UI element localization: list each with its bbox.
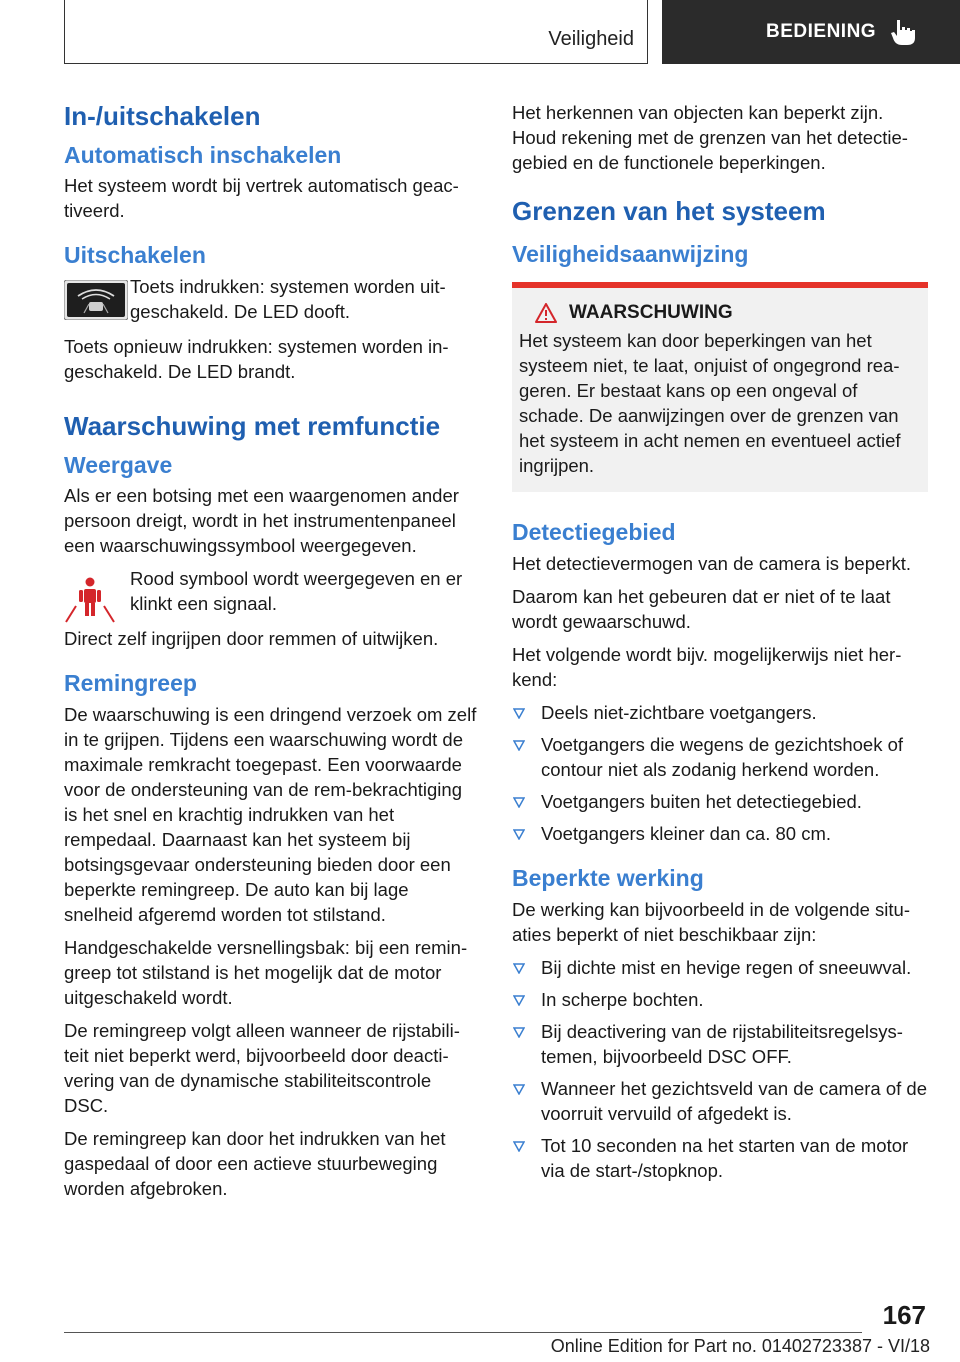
bullet-triangle-icon — [513, 829, 525, 840]
page-number: 167 — [882, 1300, 926, 1330]
paragraph-automatisch: Het systeem wordt bij vertrek automatisch geac-tiveerd. — [64, 175, 459, 222]
list-item — [512, 789, 928, 814]
paragraph-detectie-2: Daarom kan het gebeuren dat er niet of te laat wordt gewaarschuwd. — [512, 586, 891, 632]
heading-beperkte-werking: Beperkte werking — [512, 865, 704, 891]
warning-box — [512, 282, 928, 492]
header-chapter-tab — [662, 0, 960, 64]
heading-remingreep: Remingreep — [64, 670, 197, 697]
right-column — [512, 100, 928, 1191]
paragraph-beperkte-werking: De werking kan bijvoorbeeld in de volgende situ-aties beperkt of niet beschikbaar zijn: — [512, 898, 910, 945]
left-column — [64, 100, 478, 1209]
heading-veiligheidsaanwijzing: Veiligheidsaanwijzing — [512, 240, 749, 267]
list-item — [512, 987, 928, 1012]
warning-title: WAARSCHUWING — [569, 302, 733, 324]
list-item-text: Wanneer het gezichtsveld van de camera of de voorruit vervuild of afgedekt is. — [541, 1077, 927, 1124]
list-item — [512, 1133, 928, 1183]
bullet-triangle-icon — [513, 963, 525, 974]
list-item-text: Bij dichte mist en hevige regen of sneeuwval. — [541, 956, 912, 978]
bullet-triangle-icon — [513, 1027, 525, 1038]
footer-divider — [64, 1332, 862, 1333]
bullet-triangle-icon — [513, 1084, 525, 1095]
header-section-title: Veiligheid — [548, 28, 634, 50]
heading-in-uitschakelen: In-/uitschakelen — [64, 101, 261, 131]
list-item-text: Bij deactivering van de rijstabiliteitsregelsys-temen, bijvoorbeeld DSC OFF. — [541, 1020, 903, 1067]
heading-automatisch-inschakelen: Automatisch inschakelen — [64, 141, 342, 168]
paragraph-remingreep-2: Handgeschakelde versnellingsbak: bij een remin-greep tot stilstand is het mogelijk dat de motor uitgeschakeld wordt. — [64, 937, 468, 1008]
uitschakelen-icon-paragraph — [64, 274, 478, 326]
bullet-triangle-icon — [513, 995, 525, 1006]
warning-header — [519, 302, 920, 324]
button-icon-driver-assist — [64, 280, 128, 320]
detectie-list — [512, 700, 928, 846]
rood-symbool-paragraph — [64, 566, 478, 618]
paragraph-remingreep-1: De waarschuwing is een dringend verzoek om zelf in te grijpen. Tijdens een waarschuwing wordt de maximale remkracht toegepast. Een voorwaarde voor de ondersteuning van de rem-bekrachtiging is het snel en krachtig indrukken van het rempedaal. Daarnaast kan het systeem bij botsingsgevaar ondersteuning bieden door een beperkte remingreep. De auto kan bij lage snelheid afgeremd worden tot stilstand. — [64, 704, 477, 925]
paragraph-opnieuw-indrukken: Toets opnieuw indrukken: systemen worden in-geschakeld. De LED brandt. — [64, 336, 449, 382]
pointing-hand-icon — [890, 18, 916, 46]
list-item-text: Voetgangers die wegens de gezichtshoek of contour niet als zodanig herkend worden. — [541, 734, 904, 780]
list-item — [512, 1019, 928, 1069]
warning-text: Het systeem kan door beperkingen van het systeem niet, te laat, onjuist of ongegrond rea-geren. Er bestaat kans op een ongeval of schade. De aanwijzingen over de grenzen van het systeem in acht nemen en eventueel actief ingrijpen. — [519, 330, 901, 477]
bullet-triangle-icon — [513, 740, 525, 751]
paragraph-weergave: Als er een botsing met een waargenomen ander persoon dreigt, wordt in het instrumentenpaneel een waarschuwingssymbool weergegeven. — [64, 485, 459, 557]
paragraph-direct-ingrijpen: Direct zelf ingrijpen door remmen of uitwijken. — [64, 628, 439, 650]
paragraph-uitschakelen: Toets indrukken: systemen worden uit-geschakeld. De LED dooft. — [130, 276, 446, 322]
paragraph-intro: Het herkennen van objecten kan beperkt zijn. Houd rekening met de grenzen van het detectie-gebied en de functionele beperkingen. — [512, 102, 908, 173]
list-item — [512, 955, 928, 980]
heading-uitschakelen: Uitschakelen — [64, 242, 206, 269]
paragraph-rood-symbool: Rood symbool wordt weergegeven en er klinkt een signaal. — [130, 568, 463, 615]
paragraph-detectie-3: Het volgende wordt bijv. mogelijkerwijs niet her-kend: — [512, 644, 902, 690]
bullet-triangle-icon — [513, 797, 525, 808]
heading-detectiegebied: Detectiegebied — [512, 519, 676, 546]
list-item — [512, 732, 928, 782]
header-chapter-title: BEDIENING — [766, 21, 877, 42]
bullet-triangle-icon — [513, 708, 525, 719]
list-item — [512, 1076, 928, 1126]
beperkt-list — [512, 955, 928, 1183]
footer-edition: Online Edition for Part no. 01402723387 - VI/18 — [550, 1336, 930, 1356]
pedestrian-warning-icon — [64, 572, 116, 624]
heading-weergave: Weergave — [64, 451, 173, 478]
heading-waarschuwing-remfunctie: Waarschuwing met remfunctie — [64, 411, 441, 441]
list-item-text: In scherpe bochten. — [541, 988, 704, 1010]
list-item-text: Deels niet-zichtbare voetgangers. — [541, 702, 817, 723]
list-item-text: Tot 10 seconden na het starten van de motor via de start-/stopknop. — [541, 1134, 909, 1181]
heading-grenzen-systeem: Grenzen van het systeem — [512, 196, 826, 226]
list-item — [512, 700, 928, 725]
list-item — [512, 821, 928, 846]
list-item-text: Voetgangers kleiner dan ca. 80 cm. — [541, 823, 832, 844]
list-item-text: Voetgangers buiten het detectiegebied. — [541, 791, 862, 812]
paragraph-detectie-1: Het detectievermogen van de camera is beperkt. — [512, 553, 911, 574]
warning-triangle-icon — [535, 303, 557, 323]
paragraph-remingreep-3: De remingreep volgt alleen wanneer de rijstabili-teit niet beperkt werd, bijvoorbeeld door deacti-vering van de dynamische stabiliteitscontrole DSC. — [64, 1020, 460, 1116]
bullet-triangle-icon — [513, 1141, 525, 1152]
paragraph-remingreep-4: De remingreep kan door het indrukken van het gaspedaal of door een actieve stuurbeweging worden afgebroken. — [64, 1128, 446, 1199]
